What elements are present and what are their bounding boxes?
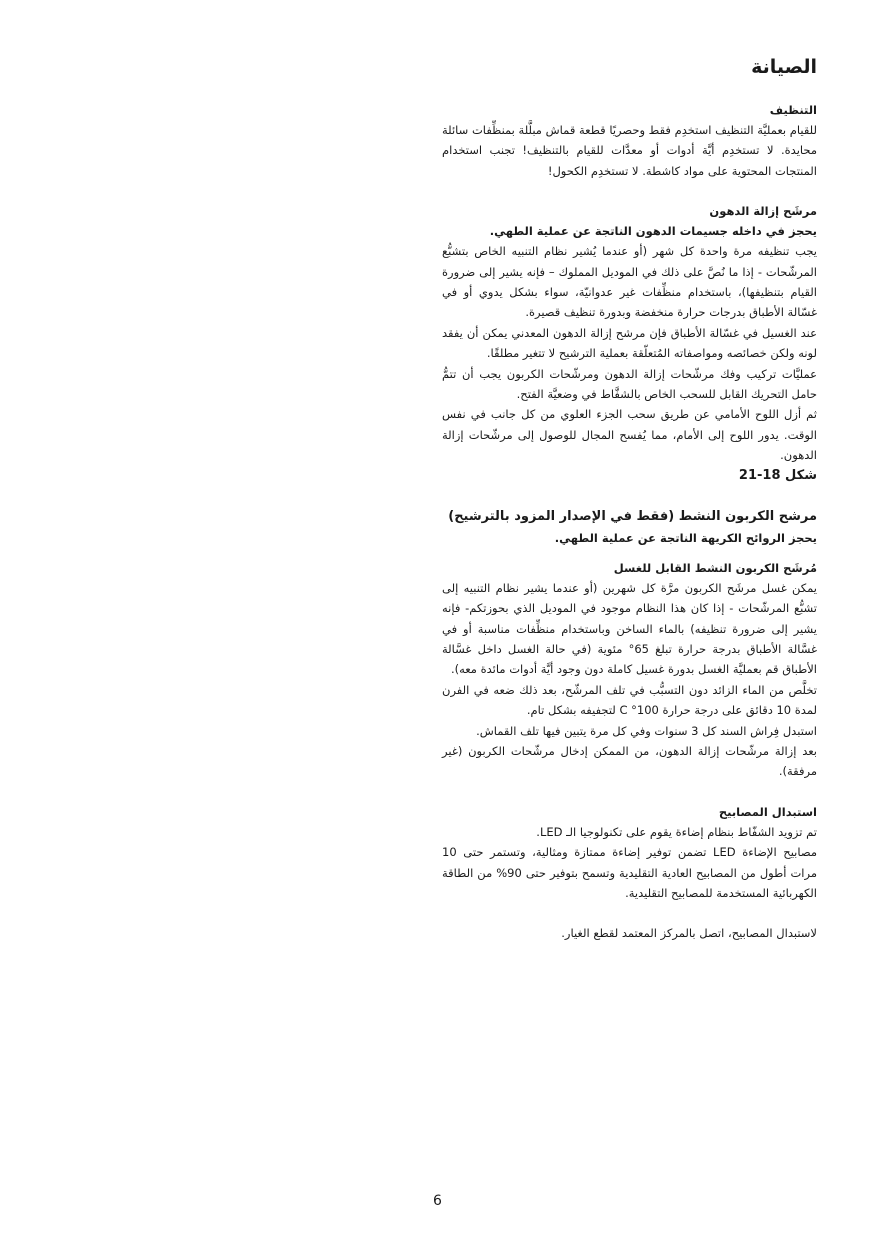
lamps-paragraph-2: مصابيح الإضاءة LED تضمن توفير إضاءة ممتازة ومثالية، وتستمر حتى 10 مرات أطول من المصابيح العادية التقليدية وتسمح بتوفير حتى 90% من الطاقة الكهربائية المستخدمة للمصابيح التقليدية. xyxy=(442,845,818,900)
cleaning-paragraph: للقيام بعمليَّة التنظيف استخدِم فقط وحصريًا قطعة قماش مبلَّلة بمنظِّفات سائلة محايدة. لا تستخدِم أيَّة أدوات أو معدَّات للقيام بالتنظيف! تجنب استخدام المنتجات المحتوية على مواد كاشطة. لا تستخدِم الكحول! xyxy=(442,123,817,178)
grease-filter-paragraph-4: ثم أزل اللوح الأمامي عن طريق سحب الجزء العلوي من كل جانب في نفس الوقت. يدور اللوح إلى الأمام، مما يُفسح المجال للوصول إلى مرشّحات إزالة الدهون. xyxy=(442,407,817,463)
figure-reference: شكل 18-21 xyxy=(738,467,817,483)
grease-filter-paragraph-3: عمليَّات تركيب وفك مرشّحات إزالة الدهون ومرشّحات الكربون يجب أن تتمُّ حامل التحريك القابل للسحب الخاص بالشفَّاط في وضعيَّة الفتح. xyxy=(442,366,817,402)
lamps-section xyxy=(442,802,817,944)
cleaning-section xyxy=(442,100,817,181)
content-column xyxy=(442,100,817,944)
cleaning-heading: التنظيف xyxy=(769,103,817,117)
washable-carbon-heading: مُرشَح الكربون النشط القابل للغسل xyxy=(613,560,817,575)
grease-filter-subheading: يحجز في داخله جسيمات الدهون الناتجة عن عملية الطهي. xyxy=(489,224,817,239)
page-title: الصيانة xyxy=(751,56,817,78)
carbon-filter-heading: مرشح الكربون النشط (فقط في الإصدار المزود بالترشيح) xyxy=(448,508,817,524)
lamps-heading: استبدال المصابيح xyxy=(718,804,817,819)
carbon-filter-paragraph-2: تخلَّص من الماء الزائد دون التسبُّب في تلف المرشّح، بعد ذلك ضعه في الفرن لمدة 10 دقائق على درجة حرارة 100° C لتجفيفه بشكل تام. xyxy=(442,682,817,718)
page-number: 6 xyxy=(433,1193,442,1209)
carbon-filter-paragraph-4: بعد إزالة مرشّحات إزالة الدهون، من الممكن إدخال مرشّحات الكربون (غير مرفقة). xyxy=(442,743,817,779)
lamps-paragraph-1: تم تزويد الشفّاط بنظام إضاءة يقوم على تكنولوجيا الـ LED. xyxy=(536,824,817,839)
carbon-filter-section xyxy=(442,506,817,782)
lamps-paragraph-3: لاستبدال المصابيح، اتصل بالمركز المعتمد لقطع الغيار. xyxy=(561,926,817,941)
grease-filter-section xyxy=(442,201,817,485)
carbon-filter-paragraph-3: استبدل فِراش السند كل 3 سنوات وفي كل مرة يتبين فيها تلف القماش. xyxy=(476,723,817,738)
carbon-filter-paragraph-1: يمكن غسل مرشَح الكربون مرَّة كل شهرين (أو عندما يشير نظام التنبيه إلى تشبُّع المرشّحات - إذا كان هذا النظام موجود في الموديل الذي بحوزتكم- فإنه يشير إلى ضرورة تنظيفه) بالماء الساخن وباستخدام منظِّفات مناسبة أو في غسَّالة الأطباق بدرجة حرارة تبلغ 65° مئوية (في حالة الغسل داخل غسَّالة الأطباق قم بعمليَّة الغسل بدورة غسيل كاملة دون وجود أيَّة أدوات مائدة معه). xyxy=(442,580,817,677)
grease-filter-paragraph-2: عند الغسيل في غسّالة الأطباق فإن مرشح إزالة الدهون المعدني يمكن أن يفقد لونه ولكن خصائصه ومواصفاته المُتعلّقة بعملية الترشيح لا تتغير مطلقًا. xyxy=(442,325,817,361)
grease-filter-paragraph-1: يجب تنظيفه مرة واحدة كل شهر (أو عندما يُشير نظام التنبيه الخاص بتشبُّع المرشّحات - إذا ما نُصَّ على ذلك في الموديل المملوك – فإنه يشير إلى ضرورة القيام بتنظيفها)، باستخدام منظِّفات غير عدوانيّة، سواء بشكل يدوي أو في غسّالة الأطباق بدرجات حرارة منخفضة وبدورة تنظيف قصيرة. xyxy=(442,244,817,320)
carbon-filter-subheading: يحجز الروائح الكريهة الناتجة عن عملية الطهي. xyxy=(554,530,817,545)
grease-filter-heading: مرشَح إزالة الدهون xyxy=(709,204,817,219)
